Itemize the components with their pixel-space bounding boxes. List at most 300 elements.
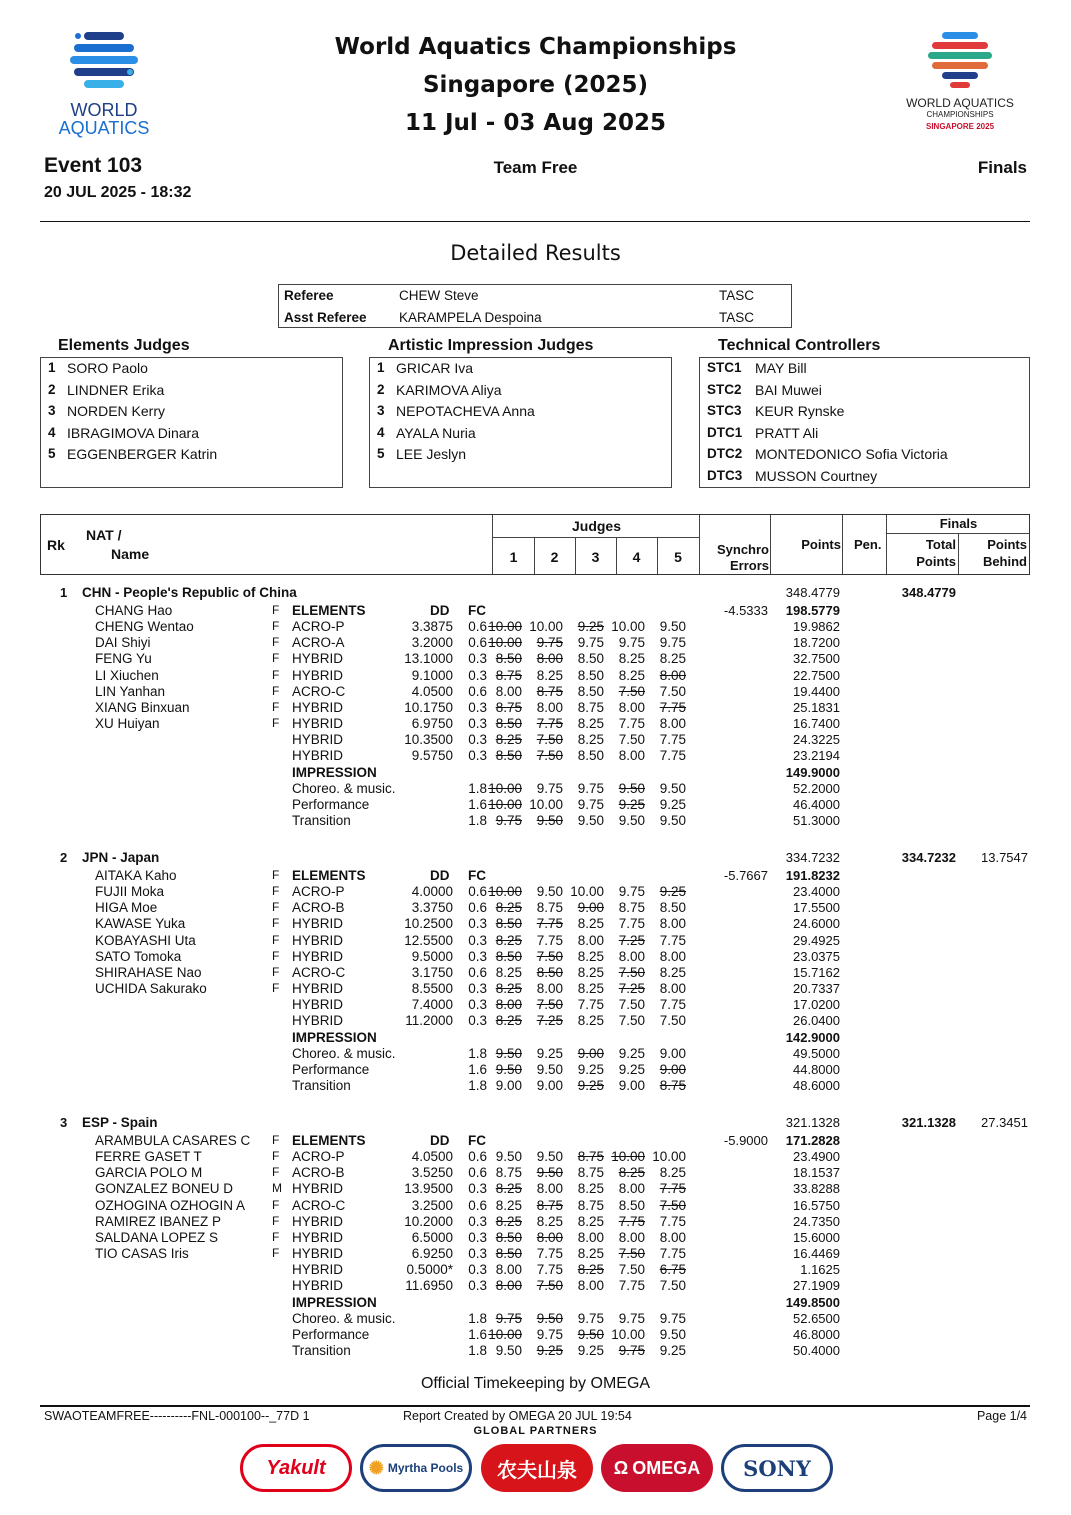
element-fc: 0.3 bbox=[468, 1181, 487, 1197]
championship-location: Singapore (2025) bbox=[422, 72, 649, 98]
judge-4-score: 7.50 bbox=[618, 732, 645, 748]
impression-label: IMPRESSION bbox=[292, 1029, 377, 1045]
sony-logo: SONY bbox=[721, 1444, 833, 1492]
element-fc: 0.3 bbox=[468, 667, 487, 683]
team-name: JPN - Japan bbox=[82, 850, 160, 865]
element-points: 23.0375 bbox=[793, 948, 840, 964]
judge-3-score: 8.75 bbox=[577, 1197, 604, 1213]
judge-2-score: 7.75 bbox=[536, 716, 563, 732]
element-fc: 1.8 bbox=[468, 1342, 487, 1358]
judge-1-score: 8.75 bbox=[495, 699, 522, 715]
team-name: ESP - Spain bbox=[82, 1115, 158, 1130]
fc-label: FC bbox=[468, 1133, 486, 1148]
element-dd: 9.5000 bbox=[411, 948, 453, 964]
judge-3-score: 8.50 bbox=[577, 748, 604, 764]
athlete-gender: F bbox=[272, 1197, 280, 1212]
element-name: HYBRID bbox=[292, 932, 344, 948]
judge-4-score: 8.50 bbox=[618, 1197, 645, 1213]
judge-5-score: 6.75 bbox=[659, 1262, 686, 1278]
element-fc: 0.3 bbox=[468, 997, 487, 1013]
judge-5-score: 8.75 bbox=[659, 1077, 686, 1093]
judge-2-score: 8.25 bbox=[536, 667, 563, 683]
judge-4-score: 9.75 bbox=[618, 1342, 645, 1358]
judge-4-score: 7.75 bbox=[618, 1278, 645, 1294]
judge-3-score: 8.25 bbox=[577, 1013, 604, 1029]
judge-5-score: 9.75 bbox=[659, 635, 686, 651]
judge-3-score: 8.50 bbox=[577, 667, 604, 683]
tech-controller-name: KEUR Rynske bbox=[755, 403, 845, 419]
artistic-judge-number: 2 bbox=[377, 381, 385, 397]
athlete-name: HIGA Moe bbox=[95, 900, 158, 916]
judge-1-score: 10.00 bbox=[488, 619, 522, 635]
judge-3-score: 8.25 bbox=[577, 981, 604, 997]
element-fc: 0.6 bbox=[468, 884, 487, 900]
referee-role: Referee bbox=[284, 288, 334, 303]
element-dd: 4.0500 bbox=[411, 683, 453, 699]
element-points: 16.4469 bbox=[793, 1246, 840, 1262]
judge-4-score: 9.50 bbox=[618, 812, 645, 828]
judge-1-score: 8.25 bbox=[495, 1013, 522, 1029]
judge-1-score: 8.50 bbox=[495, 716, 522, 732]
artistic-judges-title: Artistic Impression Judges bbox=[388, 337, 594, 354]
athlete-gender: F bbox=[272, 635, 280, 650]
judge-1-score: 9.50 bbox=[495, 1342, 522, 1358]
judge-5-score: 7.75 bbox=[659, 1181, 686, 1197]
judge-4-score: 7.50 bbox=[618, 964, 645, 980]
judge-1-score: 8.50 bbox=[495, 651, 522, 667]
athlete-gender: F bbox=[272, 603, 280, 617]
element-name: HYBRID bbox=[292, 1246, 344, 1262]
artistic-judge-name: KARIMOVA Aliya bbox=[396, 381, 502, 398]
judge-5-score: 7.75 bbox=[659, 932, 686, 948]
judge-4-score: 9.25 bbox=[618, 1045, 645, 1061]
artistic-judge-number: 4 bbox=[377, 424, 385, 440]
impression-name: Transition bbox=[292, 1077, 351, 1093]
element-fc: 1.8 bbox=[468, 1310, 487, 1326]
judge-5-score: 7.75 bbox=[659, 748, 686, 764]
judge-2-score: 8.75 bbox=[536, 683, 563, 699]
element-name: HYBRID bbox=[292, 748, 344, 764]
athlete-gender: F bbox=[272, 1133, 280, 1147]
elements-judges-title: Elements Judges bbox=[58, 337, 190, 354]
sun-icon: ✺ bbox=[368, 1457, 384, 1478]
judge-2-score: 8.00 bbox=[536, 1229, 563, 1245]
elements-label: ELEMENTS bbox=[292, 1133, 366, 1148]
element-fc: 0.3 bbox=[468, 748, 487, 764]
elements-judge-number: 1 bbox=[48, 360, 56, 375]
element-points: 50.4000 bbox=[793, 1342, 840, 1358]
athlete-gender: F bbox=[272, 868, 280, 882]
judge-5-score: 8.25 bbox=[659, 964, 686, 980]
judge-2-score: 9.50 bbox=[536, 812, 563, 828]
artistic-judge-name: GRICAR Iva bbox=[396, 360, 474, 376]
judge-5-score: 7.75 bbox=[659, 997, 686, 1013]
element-dd: 10.2500 bbox=[404, 916, 453, 932]
athlete-name: DAI Shiyi bbox=[95, 635, 151, 651]
element-dd: 8.5500 bbox=[411, 981, 453, 997]
judge-4-score: 7.50 bbox=[618, 1246, 645, 1262]
artistic-judge-name: NEPOTACHEVA Anna bbox=[396, 403, 535, 419]
judge-3-score: 9.25 bbox=[577, 1342, 604, 1358]
artistic-judge-number: 3 bbox=[377, 403, 385, 418]
athlete-gender: F bbox=[272, 1246, 280, 1261]
judge-2-score: 7.25 bbox=[536, 1013, 563, 1029]
judge-1-score: 8.25 bbox=[495, 732, 522, 748]
athlete-name: CHENG Wentao bbox=[95, 619, 194, 635]
athlete-gender: F bbox=[272, 964, 280, 979]
element-points: 24.6000 bbox=[793, 916, 840, 932]
athlete-gender: M bbox=[272, 1181, 282, 1196]
element-fc: 0.6 bbox=[468, 635, 487, 651]
element-fc: 0.6 bbox=[468, 683, 487, 699]
impression-name: Transition bbox=[292, 812, 351, 828]
judge-2-score: 8.00 bbox=[536, 1181, 563, 1197]
judge-3-score: 9.25 bbox=[577, 1061, 604, 1077]
element-dd: 3.3750 bbox=[411, 900, 453, 916]
impression-name: Performance bbox=[292, 1061, 370, 1077]
element-name: HYBRID bbox=[292, 1213, 344, 1229]
athlete-name: SALDANA LOPEZ S bbox=[95, 1229, 219, 1245]
judge-4-score: 9.75 bbox=[618, 635, 645, 651]
impression-label: IMPRESSION bbox=[292, 1294, 377, 1310]
judge-5-score: 9.00 bbox=[659, 1061, 686, 1077]
judge-2-score: 10.00 bbox=[529, 619, 563, 635]
logo-left-line1: WORLD bbox=[70, 100, 138, 120]
judge-5-score: 8.00 bbox=[659, 948, 686, 964]
tech-controller-number: STC1 bbox=[707, 360, 742, 375]
judge-1-score: 8.25 bbox=[495, 932, 522, 948]
elements-judge-number: 4 bbox=[48, 424, 56, 440]
judge-2-score: 8.25 bbox=[536, 1213, 563, 1229]
judge-1-score: 9.50 bbox=[495, 1045, 522, 1061]
judge-2-score: 7.50 bbox=[536, 748, 563, 764]
element-dd: 6.9250 bbox=[411, 1246, 453, 1262]
judge-5-score: 9.25 bbox=[659, 796, 686, 812]
element-dd: 7.4000 bbox=[411, 997, 453, 1013]
element-name: HYBRID bbox=[292, 997, 344, 1013]
judge-5-score: 10.00 bbox=[652, 1149, 686, 1165]
element-points: 22.7500 bbox=[793, 667, 840, 683]
judge-1-score: 9.75 bbox=[495, 812, 522, 828]
tech-controller-name: BAI Muwei bbox=[755, 381, 822, 398]
judge-4-score: 8.00 bbox=[618, 1181, 645, 1197]
col-behind-points: Points bbox=[987, 537, 1027, 552]
impression-name: Choreo. & music. bbox=[292, 1045, 396, 1061]
judge-3-score: 8.25 bbox=[577, 716, 604, 732]
judge-2-score: 9.50 bbox=[536, 1310, 563, 1326]
header-divider bbox=[40, 221, 1030, 222]
team-points-behind: 13.7547 bbox=[981, 850, 1028, 865]
team-points: 348.4779 bbox=[785, 585, 840, 600]
wac-singapore-waves-icon bbox=[890, 30, 1030, 92]
element-name: ACRO-C bbox=[292, 683, 346, 699]
judge-1-score: 8.25 bbox=[495, 1197, 522, 1213]
element-points: 32.7500 bbox=[793, 651, 840, 667]
judge-4-score: 8.75 bbox=[618, 900, 645, 916]
elements-judge-name: SORO Paolo bbox=[67, 360, 148, 376]
athlete-gender: F bbox=[272, 1165, 280, 1180]
judge-4-score: 9.75 bbox=[618, 884, 645, 900]
col-total-points: Points bbox=[916, 554, 956, 569]
col-pen: Pen. bbox=[854, 537, 882, 552]
judge-2-score: 7.50 bbox=[536, 1278, 563, 1294]
element-fc: 1.8 bbox=[468, 1077, 487, 1093]
element-points: 23.2194 bbox=[793, 748, 840, 764]
tech-controller-number: STC3 bbox=[707, 403, 742, 418]
element-dd: 6.5000 bbox=[411, 1229, 453, 1245]
element-name: HYBRID bbox=[292, 699, 344, 715]
judge-4-score: 7.75 bbox=[618, 916, 645, 932]
judge-3-score: 9.75 bbox=[577, 780, 604, 796]
element-dd: 11.2000 bbox=[405, 1013, 453, 1029]
judge-3-score: 9.00 bbox=[577, 1045, 604, 1061]
yakult-logo: Yakult bbox=[240, 1444, 352, 1492]
omega-icon: Ω bbox=[613, 1457, 629, 1478]
judge-4-score: 7.25 bbox=[618, 981, 645, 997]
elements-judges-list bbox=[40, 357, 343, 488]
col-synchro: Synchro bbox=[716, 542, 769, 557]
athlete-gender: F bbox=[272, 1213, 280, 1228]
judge-3-score: 8.25 bbox=[577, 1262, 604, 1278]
omega-text: OMEGA bbox=[632, 1457, 701, 1478]
synchro-errors: -4.5333 bbox=[723, 603, 768, 618]
judge-5-score: 9.50 bbox=[659, 619, 686, 635]
element-dd: 12.5500 bbox=[404, 932, 453, 948]
element-name: HYBRID bbox=[292, 1013, 344, 1029]
asst-referee-role: Asst Referee bbox=[284, 310, 367, 325]
judge-3-score: 8.25 bbox=[577, 948, 604, 964]
judge-5-score: 9.50 bbox=[659, 812, 686, 828]
element-name: HYBRID bbox=[292, 981, 344, 997]
element-points: 18.1537 bbox=[793, 1165, 840, 1181]
athlete-gender: F bbox=[272, 981, 280, 996]
element-fc: 0.6 bbox=[468, 900, 487, 916]
judge-5-score: 8.00 bbox=[659, 916, 686, 932]
athlete-name: OZHOGINA OZHOGIN A bbox=[95, 1197, 246, 1213]
judge-3-score: 9.75 bbox=[577, 635, 604, 651]
impression-points: 149.8500 bbox=[785, 1294, 840, 1310]
fc-label: FC bbox=[468, 603, 486, 618]
tech-controllers-title: Technical Controllers bbox=[718, 337, 881, 354]
element-points: 15.6000 bbox=[793, 1229, 840, 1245]
impression-label: IMPRESSION bbox=[292, 764, 377, 780]
judge-1-score: 8.25 bbox=[495, 1181, 522, 1197]
athlete-name: GONZALEZ BONEU D bbox=[95, 1181, 234, 1197]
element-name: HYBRID bbox=[292, 1278, 344, 1294]
logo-left-line2: AQUATICS bbox=[58, 118, 150, 138]
tech-controller-name: MAY Bill bbox=[755, 360, 807, 376]
judge-2-score: 7.50 bbox=[536, 732, 563, 748]
judge-4-score: 9.50 bbox=[618, 780, 645, 796]
judge-4-score: 7.50 bbox=[618, 683, 645, 699]
element-fc: 0.6 bbox=[468, 964, 487, 980]
judge-3-score: 8.25 bbox=[577, 732, 604, 748]
judge-4-score: 7.25 bbox=[618, 932, 645, 948]
element-fc: 0.6 bbox=[468, 1149, 487, 1165]
tech-controller-name: MONTEDONICO Sofia Victoria bbox=[755, 446, 948, 462]
element-points: 1.1625 bbox=[800, 1262, 840, 1278]
judge-3-score: 8.00 bbox=[577, 1278, 604, 1294]
element-dd: 13.9500 bbox=[404, 1181, 453, 1197]
judge-2-score: 8.00 bbox=[536, 981, 563, 997]
element-name: ACRO-P bbox=[292, 884, 345, 900]
asst-referee-code: TASC bbox=[719, 310, 755, 325]
element-fc: 0.3 bbox=[468, 1229, 487, 1245]
judge-2-score: 7.75 bbox=[536, 1246, 563, 1262]
elements-label: ELEMENTS bbox=[292, 603, 366, 618]
judge-1-score: 8.25 bbox=[495, 900, 522, 916]
judge-5-score: 8.25 bbox=[659, 651, 686, 667]
element-dd: 4.0000 bbox=[411, 884, 453, 900]
judge-5-score: 8.50 bbox=[659, 900, 686, 916]
element-points: 33.8288 bbox=[793, 1181, 840, 1197]
judge-2-score: 7.75 bbox=[536, 932, 563, 948]
element-dd: 10.2000 bbox=[404, 1213, 453, 1229]
elements-points: 191.8232 bbox=[785, 868, 840, 883]
athlete-name: LI Xiuchen bbox=[95, 667, 159, 683]
element-fc: 0.3 bbox=[468, 916, 487, 932]
judge-2-score: 9.25 bbox=[536, 1342, 563, 1358]
judge-1-score: 8.75 bbox=[495, 667, 522, 683]
team-rank: 1 bbox=[60, 585, 68, 600]
judge-1-score: 8.25 bbox=[495, 981, 522, 997]
omega-logo bbox=[601, 1444, 713, 1492]
element-dd: 11.6950 bbox=[405, 1278, 453, 1294]
impression-name: Transition bbox=[292, 1342, 351, 1358]
element-fc: 1.6 bbox=[468, 1326, 487, 1342]
judge-4-score: 7.50 bbox=[618, 1262, 645, 1278]
element-points: 26.0400 bbox=[793, 1013, 840, 1029]
athlete-gender: F bbox=[272, 900, 280, 915]
judge-3-score: 8.25 bbox=[577, 916, 604, 932]
elements-judge-name: NORDEN Kerry bbox=[67, 403, 166, 419]
athlete-gender: F bbox=[272, 667, 280, 682]
athlete-name: CHANG Hao bbox=[95, 603, 173, 618]
element-name: HYBRID bbox=[292, 948, 344, 964]
athlete-name: KAWASE Yuka bbox=[95, 916, 186, 932]
element-points: 23.4000 bbox=[793, 884, 840, 900]
fc-label: FC bbox=[468, 868, 486, 883]
logo-right-line2: CHAMPIONSHIPS bbox=[926, 110, 994, 119]
element-fc: 0.3 bbox=[468, 1246, 487, 1262]
judge-1-score: 10.00 bbox=[488, 1326, 522, 1342]
element-points: 16.5750 bbox=[793, 1197, 840, 1213]
element-fc: 1.6 bbox=[468, 1061, 487, 1077]
logo-right-line1: WORLD AQUATICS bbox=[906, 96, 1014, 110]
team-rank: 2 bbox=[60, 850, 68, 865]
element-fc: 0.3 bbox=[468, 1278, 487, 1294]
judge-5-score: 9.75 bbox=[659, 1310, 686, 1326]
element-fc: 0.3 bbox=[468, 651, 487, 667]
myrtha-pools-logo bbox=[360, 1444, 472, 1492]
element-points: 44.8000 bbox=[793, 1061, 840, 1077]
partners-title: GLOBAL PARTNERS bbox=[473, 1425, 598, 1437]
judge-3-score: 8.75 bbox=[577, 699, 604, 715]
elements-judge-name: LINDNER Erika bbox=[67, 381, 165, 398]
athlete-name: ARAMBULA CASARES C bbox=[95, 1133, 251, 1148]
judge-3-score: 8.00 bbox=[577, 932, 604, 948]
impression-name: Choreo. & music. bbox=[292, 780, 396, 796]
athlete-gender: F bbox=[272, 716, 280, 731]
judge-2-score: 8.75 bbox=[536, 900, 563, 916]
element-points: 52.2000 bbox=[793, 780, 840, 796]
synchro-errors: -5.9000 bbox=[723, 1133, 768, 1148]
col-rank: Rk bbox=[47, 537, 65, 553]
judge-4-score: 9.75 bbox=[618, 1310, 645, 1326]
judge-1-score: 10.00 bbox=[488, 780, 522, 796]
elements-points: 171.2828 bbox=[785, 1133, 840, 1148]
event-phase: Finals bbox=[977, 158, 1027, 177]
artistic-judge-name: AYALA Nuria bbox=[396, 424, 476, 441]
element-fc: 0.6 bbox=[468, 1165, 487, 1181]
judge-1-score: 8.50 bbox=[495, 916, 522, 932]
judge-1-score: 9.50 bbox=[495, 1149, 522, 1165]
judge-5-score: 8.00 bbox=[659, 716, 686, 732]
judge-4-score: 9.25 bbox=[618, 796, 645, 812]
artistic-judge-name: LEE Jeslyn bbox=[396, 446, 467, 462]
element-fc: 0.3 bbox=[468, 1262, 487, 1278]
judge-5-score: 8.00 bbox=[659, 667, 686, 683]
judge-5-score: 9.25 bbox=[659, 1342, 686, 1358]
event-name: Team Free bbox=[493, 158, 578, 177]
judge-1-score: 8.25 bbox=[495, 964, 522, 980]
element-dd: 10.3500 bbox=[404, 732, 453, 748]
judge-1-score: 9.75 bbox=[495, 1310, 522, 1326]
judge-2-score: 9.75 bbox=[536, 780, 563, 796]
element-fc: 0.3 bbox=[468, 1013, 487, 1029]
element-name: ACRO-P bbox=[292, 619, 345, 635]
col-name: Name bbox=[111, 546, 150, 562]
impression-name: Choreo. & music. bbox=[292, 1310, 396, 1326]
element-points: 19.4400 bbox=[793, 683, 840, 699]
referee-name: CHEW Steve bbox=[399, 288, 479, 303]
judge-5-score: 7.75 bbox=[659, 732, 686, 748]
judge-2-score: 9.25 bbox=[536, 1045, 563, 1061]
element-fc: 0.3 bbox=[468, 732, 487, 748]
judge-3-score: 8.25 bbox=[577, 1246, 604, 1262]
element-dd: 6.9750 bbox=[411, 716, 453, 732]
judge-4-score: 8.00 bbox=[618, 948, 645, 964]
element-points: 18.7200 bbox=[793, 635, 840, 651]
judge-5-score: 9.50 bbox=[659, 780, 686, 796]
element-name: ACRO-A bbox=[292, 635, 345, 651]
element-fc: 1.6 bbox=[468, 796, 487, 812]
team-total-points: 321.1328 bbox=[901, 1115, 956, 1130]
elements-points: 198.5779 bbox=[785, 603, 840, 618]
nongfu-spring-logo: 农夫山泉 bbox=[481, 1444, 593, 1492]
impression-name: Performance bbox=[292, 1326, 370, 1342]
athlete-name: LIN Yanhan bbox=[95, 683, 166, 699]
judge-5-score: 7.50 bbox=[659, 683, 686, 699]
element-dd: 3.5250 bbox=[411, 1165, 453, 1181]
element-dd: 3.2500 bbox=[411, 1197, 453, 1213]
element-points: 24.7350 bbox=[793, 1213, 840, 1229]
athlete-name: FENG Yu bbox=[95, 651, 152, 667]
judge-3-score: 9.25 bbox=[577, 619, 604, 635]
athlete-gender: F bbox=[272, 948, 280, 963]
judge-1-score: 10.00 bbox=[488, 884, 522, 900]
judge-5-score: 9.25 bbox=[659, 884, 686, 900]
judge-1-score: 8.00 bbox=[495, 683, 522, 699]
judge-3-score: 8.25 bbox=[577, 964, 604, 980]
judge-1-score: 8.50 bbox=[495, 1229, 522, 1245]
judge-4-score: 10.00 bbox=[611, 1149, 645, 1165]
event-datetime: 20 JUL 2025 - 18:32 bbox=[44, 184, 192, 201]
athlete-name: SHIRAHASE Nao bbox=[95, 964, 202, 980]
judge-3-score: 8.00 bbox=[577, 1229, 604, 1245]
judge-4-score: 9.00 bbox=[618, 1077, 645, 1093]
element-points: 49.5000 bbox=[793, 1045, 840, 1061]
